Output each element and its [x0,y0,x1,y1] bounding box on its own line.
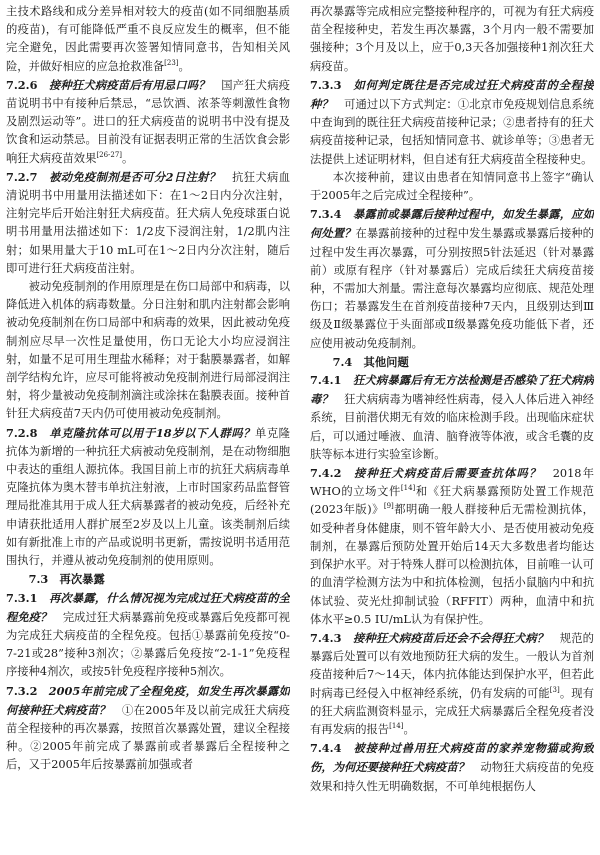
section-7-2-7: 7.2.7 被动免疫制剂是否可分2日注射？ 抗狂犬病血清说明书中用量用法描述如下：在1～2日内分次注射，注射完毕后开始注射狂犬病疫苗。狂犬病人免疫球蛋白说明书用量用法描述如下：1/2皮下浸润注射，1/2肌内注射；如果用量大于10 mL可在1～2日内分次注射，随后即可进行狂犬病疫苗注射。 [6,169,290,275]
section-number: 7.4.3 [310,630,342,645]
section-7-2-6: 7.2.6 接种狂犬病疫苗后有用忌口吗？ 国产狂犬病疫苗说明书中有接种后禁忌，“忌饮酒、浓茶等刺激性食物及剧烈运动等”。进口的狂犬病疫苗的说明书中没有提及饮食和运动禁忌。目前没有证据表明正常的生活饮食会影响狂犬病疫苗效果[26-27]。 [6,77,290,165]
section-title: 接种狂犬病疫苗后需要查抗体吗？ [352,466,542,481]
section-title: 接种狂犬病疫苗后有用忌口吗？ [48,77,210,92]
paragraph: 被动免疫制剂的作用原理是在伤口局部中和病毒，以降低进入机体的病毒数量。分日注射和肌内注射都会影响被动免疫制剂在伤口局部中和病毒的效果，因此被动免疫制剂应尽早一次性足量使用，伤口无论大小均应浸润注射，如量不足可用生理盐水稀释；对于黏膜暴露者，如解剖学结构允许，应尽可能将被动免疫制剂进行局部浸润注射，将少量被动免疫制剂滴注或涂抹在黏膜表面。接种首针狂犬病疫苗7天内仍可使用被动免疫制剂。 [6,280,290,421]
section-number: 7.3.2 [6,683,38,698]
section-title: 再次暴露，什么情况视为完成过狂犬病疫苗的全程免疫？ [6,590,290,624]
section-title: 被接种过兽用狂犬病疫苗的家养宠物猫或狗致伤，为何还要接种狂犬病疫苗？ [310,741,594,775]
section-heading-7-4: 7.4 其他问题 [332,354,409,369]
section-7-3-1: 7.3.1 再次暴露，什么情况视为完成过狂犬病疫苗的全程免疫？ 完成过狂犬病暴露前免疫或暴露后免疫都可视为完成狂犬病疫苗的全程免疫。包括①暴露前免疫按“0-7-21或28”接种3剂次；②暴露后免疫按“2-1-1”免疫程序接种4剂次，或按5针免疫程序接种5剂次。 [6,590,290,679]
citation: [14] [389,722,404,731]
section-title: 单克隆抗体可以用于18岁以下人群吗？ [48,425,255,440]
citation: [23] [164,58,179,67]
paragraph: 本次接种前，建议由患者在知情同意书上签字“确认于2005年之后完成过全程接种”。 [310,170,594,203]
section-7-4-4: 7.4.4 被接种过兽用狂犬病疫苗的家养宠物猫或狗致伤，为何还要接种狂犬病疫苗？ 动物狂犬病疫苗的免疫效果和持久性无明确数据，不可单纯根据伤人 [310,741,594,793]
paragraph: 再次暴露等完成相应完整接种程序的，可视为有狂犬病疫苗全程接种史，若发生再次暴露，3个月内一般不需要加强接种；3个月及以上，应于0,3天各加强接种1剂次狂犬病疫苗。 [310,5,594,73]
section-number: 7.4.4 [310,741,342,756]
section-7-4-2: 7.4.2 接种狂犬病疫苗后需要查抗体吗？ 2018年WHO的立场文件[14]和《狂犬病暴露预防处置工作规范(2023年版)》[9]都明确一般人群接种后无需检测抗体，如受种者身体健康，则不管年龄大小、是否使用被动免疫制剂，在暴露后预防处置开始后14天大多数患者均能达到保护水平。对于特殊人群可以检测抗体，目前唯一认可的血清学检测方法为中和抗体检测，包括小鼠脑内中和抗体试验、荧光灶抑制试验（RFFIT）两种，血清中和抗体水平≥0.5 IU/mL认为有保护性。 [310,466,594,626]
section-7-4-1: 7.4.1 狂犬病暴露后有无方法检测是否感染了狂犬病病毒？ 狂犬病病毒为嗜神经性病毒，侵入人体后进入神经系统，目前潜伏期无有效的临床检测手段。出现临床症状后，可以通过唾液、血清、脑脊液等体液，或含毛囊的皮肤等标本进行实验室诊断。 [310,373,594,461]
citation: [14] [400,484,416,493]
citation: [3] [549,685,560,694]
section-title: 接种狂犬病疫苗后还会不会得狂犬病？ [352,630,549,645]
section-number: 7.2.6 [6,77,38,92]
section-title: 暴露前或暴露后接种过程中，如发生暴露，应如何处置？ [310,207,594,241]
left-column [6,3,290,855]
citation: [26-27] [96,150,123,159]
section-7-3-4: 7.3.4 暴露前或暴露后接种过程中，如发生暴露，应如何处置？在暴露前接种的过程中发生暴露或暴露后接种的过程中发生再次暴露，可分别按照5针法延迟（针对暴露前）或原有程序（针对暴露后）完成后续狂犬病疫苗接种，不需加大剂量。需注意每次暴露均应彻底、规范处理伤口；若暴露发生在首剂疫苗接种7天内，且级别达到Ⅲ级及Ⅱ级暴露位于头面部或Ⅱ级暴露免疫功能低下者，还应使用被动免疫制剂。 [310,207,594,350]
section-number: 7.2.8 [6,425,38,440]
section-7-3-2: 7.3.2 2005年前完成了全程免疫，如发生再次暴露如何接种狂犬病疫苗？ ①在2005年及以前完成狂犬病疫苗全程接种的再次暴露，按照首次暴露处置，建议全程接种。②2005年前完成了暴露前或者暴露后全程接种之后，又于2005年后按暴露前加强或者 [6,683,290,772]
section-number: 7.3.4 [310,207,342,222]
section-7-4-3: 7.4.3 接种狂犬病疫苗后还会不会得狂犬病？ 规范的暴露后处置可以有效地预防狂犬病的发生。一般认为首剂疫苗接种后7～14天，体内抗体能达到保护水平，但若此时病毒已经侵入中枢神经系统，仍有发病的可能[3]。现有的狂犬病监测资料显示，完成狂犬病暴露后全程免疫者没有再发病的报告[14]。 [310,630,594,736]
section-number: 7.3.1 [6,590,38,605]
section-title: 狂犬病暴露后有无方法检测是否感染了狂犬病病毒？ [310,373,594,407]
section-title: 如何判定既往是否完成过狂犬病疫苗的全程接种？ [310,77,594,112]
section-number: 7.2.7 [6,169,38,184]
section-7-2-8: 7.2.8 单克隆抗体可以用于18岁以下人群吗？单克隆抗体为新增的一种抗狂犬病被动免疫制剂，是在动物细胞中表达的重组人源抗体。我国目前上市的抗狂犬病病毒单克隆抗体为奥木替韦单抗注射液，上市时国家药品监督管理局批准其用于成人狂犬病暴露者的被动免疫，后经补充申请获批适用人群扩展至2岁及以上儿童。该类制剂后续如有新批准上市的产品或说明书更新，需按说明书适用范围执行，并遵从被动免疫制剂的使用原则。 [6,425,290,568]
section-title: 2005年前完成了全程免疫，如发生再次暴露如何接种狂犬病疫苗？ [6,683,290,717]
section-number: 7.4.2 [310,466,342,481]
paragraph: 主技术路线和成分差异相对较大的疫苗(如不同细胞基质的疫苗)，有可能降低严重不良反应发生的概率，但不能完全避免，因此需要再次签署知情同意书，告知相关风险，并做好相应的应急抢救准备[23]。 [6,5,290,73]
section-title: 被动免疫制剂是否可分2日注射？ [48,169,221,184]
section-7-3-3: 7.3.3 如何判定既往是否完成过狂犬病疫苗的全程接种？ 可通过以下方式判定：①北京市免疫规划信息系统中查询到的既往狂犬病疫苗接种记录；②患者持有的狂犬病疫苗接种记录，包括知情同意书、就诊单等；③患者无法提供上述证明材料，但自述有狂犬病疫苗全程接种史。 [310,77,594,166]
section-number: 7.3.3 [310,77,342,92]
right-column [310,3,594,855]
section-heading-7-3: 7.3 再次暴露 [28,572,105,587]
citation: [9] [383,502,394,511]
section-number: 7.4.1 [310,373,342,388]
